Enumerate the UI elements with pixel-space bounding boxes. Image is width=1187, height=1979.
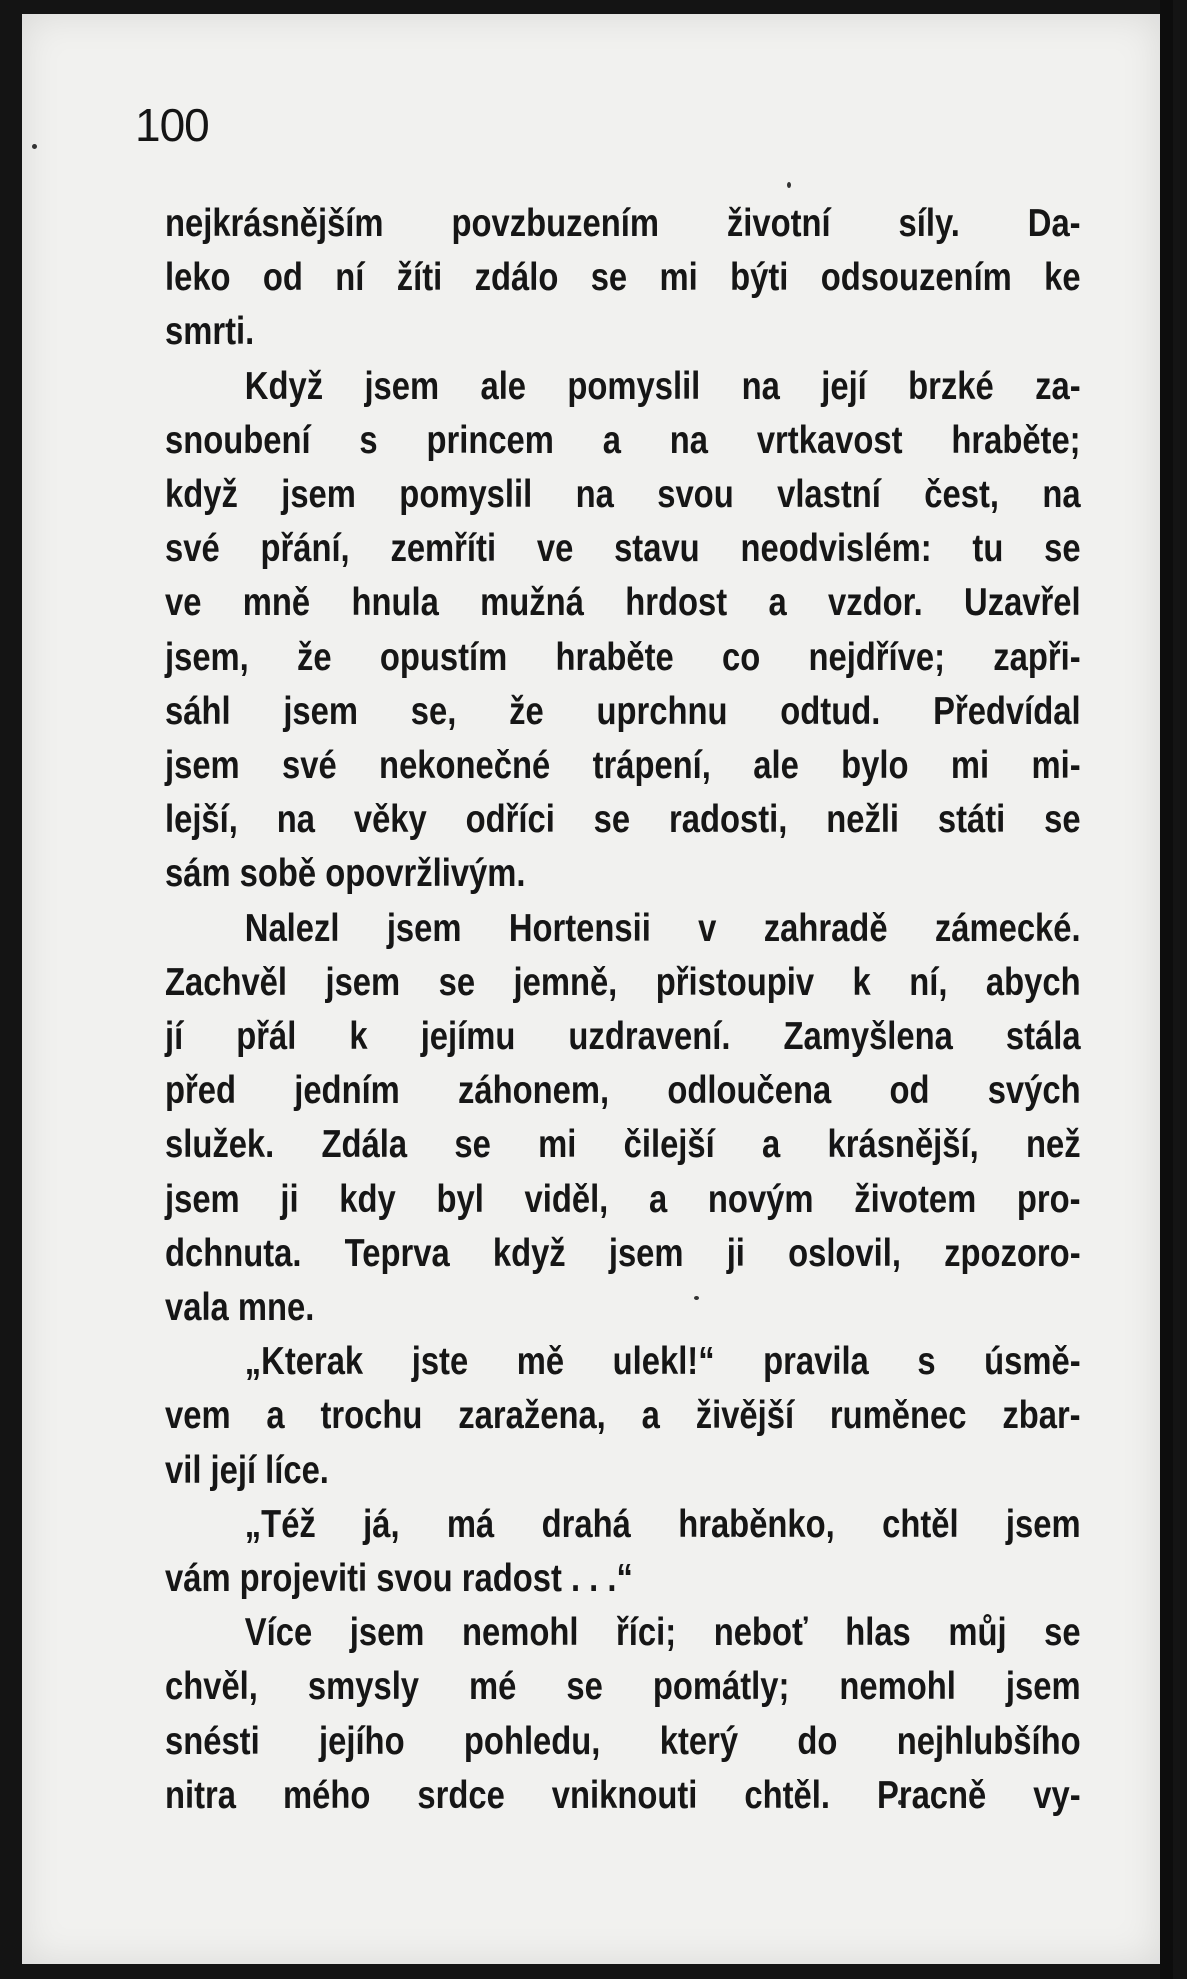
text-line: dchnuta. Teprva když jsem ji oslovil, zpozoro- (165, 1231, 1081, 1275)
dust-speck (32, 144, 37, 149)
dust-speck (787, 182, 791, 188)
text-line: jsem ji kdy byl viděl, a novým životem pro- (165, 1177, 1081, 1221)
text-line: Více jsem nemohl říci; neboť hlas můj se (244, 1611, 1081, 1655)
page-number: 100 (135, 99, 209, 151)
text-line: nitra mého srdce vniknouti chtěl. Pracně vy- (165, 1773, 1081, 1817)
text-line: vem a trochu zaražena, a živější ruměnec zbar- (165, 1394, 1081, 1438)
text-line: Zachvěl jsem se jemně, přistoupiv k ní, abych (165, 960, 1081, 1004)
text-line: smrti. (165, 310, 255, 354)
text-line: ve mně hnula mužná hrdost a vzdor. Uzavřel (165, 581, 1081, 625)
text-line: leko od ní žíti zdálo se mi býti odsouzením ke (165, 256, 1081, 300)
text-line: „Kterak jste mě ulekl!“ pravila s úsmě- (244, 1340, 1081, 1384)
body-text (165, 197, 1081, 1823)
text-line: Nalezl jsem Hortensii v zahradě zámecké. (244, 906, 1081, 950)
text-line: vil její líce. (165, 1448, 329, 1492)
text-line: „Též já, má drahá hraběnko, chtěl jsem (244, 1502, 1081, 1546)
text-line: lejší, na věky odříci se radosti, nežli státi se (165, 798, 1081, 842)
text-line: sáhl jsem se, že uprchnu odtud. Předvídal (165, 689, 1081, 733)
text-line: své přání, zemříti ve stavu neodvislém: tu se (165, 527, 1081, 571)
text-line: služek. Zdála se mi čilejší a krásnější, než (165, 1123, 1081, 1167)
text-line: před jedním záhonem, odloučena od svých (165, 1069, 1081, 1113)
text-line: snoubení s princem a na vrtkavost hraběte; (165, 418, 1081, 462)
text-line: nejkrásnějším povzbuzením životní síly. Da- (165, 202, 1081, 245)
text-line: jí přál k jejímu uzdravení. Zamyšlena stála (165, 1015, 1081, 1059)
text-line: Když jsem ale pomyslil na její brzké za- (244, 364, 1081, 408)
text-line: vám projeviti svou radost . . .“ (165, 1557, 633, 1601)
text-line: snésti jejího pohledu, který do nejhlubšího (165, 1719, 1081, 1763)
text-line: vala mne. (165, 1286, 315, 1330)
page-edge-shadow (1160, 0, 1173, 1979)
text-line: jsem své nekonečné trápení, ale bylo mi mi- (165, 744, 1081, 788)
text-line: jsem, že opustím hraběte co nejdříve; zapři- (165, 635, 1081, 679)
text-line: když jsem pomyslil na svou vlastní čest, na (165, 473, 1081, 517)
text-line: chvěl, smysly mé se pomátly; nemohl jsem (165, 1665, 1081, 1709)
text-line: sám sobě opovržlivým. (165, 852, 526, 896)
